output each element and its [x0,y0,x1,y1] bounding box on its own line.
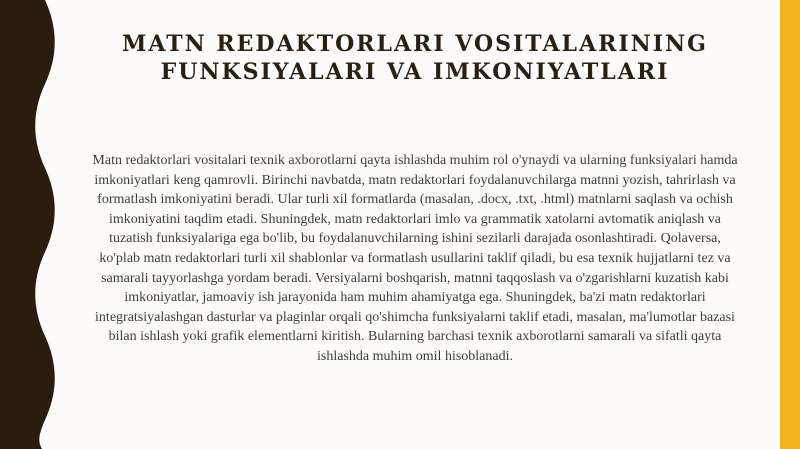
slide-title [90,30,740,86]
title-line-1: MATN REDAKTORLARI VOSITALARINING [122,31,708,57]
left-wave-decoration [0,0,80,449]
title-line-2: FUNKSIYALARI VA IMKONIYATLARI [160,59,670,85]
wave-shape [0,0,55,449]
body-paragraph: Matn redaktorlari vositalari texnik axborotlarni qayta ishlashda muhim rol o'ynaydi va ularning funksiyalari hamda imkoniyatlari keng qamrovli. Birinchi navbatda, matn redaktorlari foydalanuvchilarga matnni yozish, tahrirlash va formatlash imkoniyatini beradi. Ular turli xil formatlarda (masalan, .docx, .txt, .html) matnlarni saqlash va ochish imkoniyatini taqdim etadi. Shuningdek, matn redaktorlari imlo va grammatik xatolarni avtomatik aniqlash va tuzatish funksiyalariga ega bo'lib, bu foydalanuvchilarning ishini sezilarli darajada osonlashtiradi. Qolaversa, ko'plab matn redaktorlari turli xil shablonlar va formatlash usullarini taklif qiladi, bu esa texnik hujjatlarni tez va samarali tayyorlashga yordam beradi. Versiyalarni boshqarish, matnni taqqoslash va o'zgarishlarni kuzatish kabi imkoniyatlar, jamoaviy ish jarayonida ham muhim ahamiyatga ega. Shuningdek, ba'zi matn redaktorlari integratsiyalashgan dasturlar va plaginlar orqali qo'shimcha funksiyalarni taklif etadi, masalan, ma'lumotlar bazasi bilan ishlash yoki grafik elementlarni kiritish. Bularning barchasi texnik axborotlarni samarali va sifatli qayta ishlashda muhim omil hisoblanadi. [92,153,738,364]
right-accent-bar [780,0,800,449]
